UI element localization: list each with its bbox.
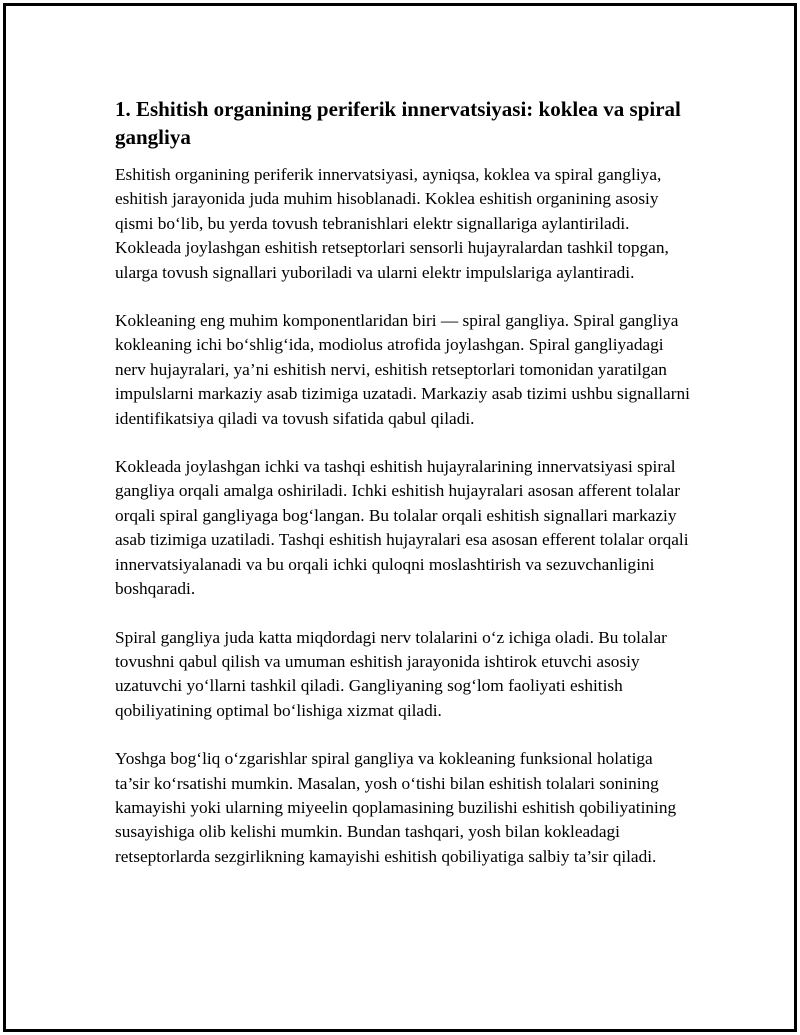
document-body <box>115 95 690 893</box>
paragraph-5: Yoshga bog‘liq o‘zgarishlar spiral gangliya va kokleaning funksional holatiga ta’sir ko‘rsatishi mumkin. Masalan, yosh o‘tishi bilan eshitish tolalari sonining kamayishi yoki ularning miyeelin qoplamasining buzilishi eshitish qobiliyatining susayishiga olib kelishi mumkin. Bundan tashqari, yosh bilan kokleadagi retseptorlarda sezgirlikning kamayishi eshitish qobiliyatiga salbiy ta’sir qiladi. <box>115 749 677 866</box>
section-heading: 1. Eshitish organining periferik innervatsiyasi: koklea va spiral gangliya <box>115 97 681 149</box>
paragraph-2: Kokleaning eng muhim komponentlaridan biri — spiral gangliya. Spiral gangliya kokleaning ichi bo‘shlig‘ida, modiolus atrofida joylashgan. Spiral gangliyadagi nerv hujayralari, ya’ni eshitish nervi, eshitish retseptorlari tomonidan yaratilgan impulslarni markaziy asab tizimiga uzatadi. Markaziy asab tizimi ushbu signallarni identifikatsiya qiladi va tovush sifatida qabul qiladi. <box>115 311 690 428</box>
paragraph-1: Eshitish organining periferik innervatsiyasi, ayniqsa, koklea va spiral gangliya, eshitish jarayonida juda muhim hisoblanadi. Koklea eshitish organining asosiy qismi bo‘lib, bu yerda tovush tebranishlari elektr signallariga aylantiriladi. Kokleada joylashgan eshitish retseptorlari sensorli hujayralardan tashkil topgan, ularga tovush signallari yuboriladi va ularni elektr impulslariga aylantiradi. <box>115 165 669 282</box>
paragraph-3: Kokleada joylashgan ichki va tashqi eshitish hujayralarining innervatsiyasi spiral gangliya orqali amalga oshiriladi. Ichki eshitish hujayralari asosan afferent tolalar orqali spiral gangliyaga bog‘langan. Bu tolalar orqali eshitish signallari markaziy asab tizimiga uzatiladi. Tashqi eshitish hujayralari esa asosan efferent tolalar orqali innervatsiyalanadi va bu orqali ichki quloqni moslashtirish va sezuvchanligini boshqaradi. <box>115 457 689 599</box>
paragraph-4: Spiral gangliya juda katta miqdordagi nerv tolalarini o‘z ichiga oladi. Bu tolalar tovushni qabul qilish va umuman eshitish jarayonida ishtirok etuvchi asosiy uzatuvchi yo‘llarni tashkil qiladi. Gangliyaning sog‘lom faoliyati eshitish qobiliyatining optimal bo‘lishiga xizmat qiladi. <box>115 627 667 720</box>
